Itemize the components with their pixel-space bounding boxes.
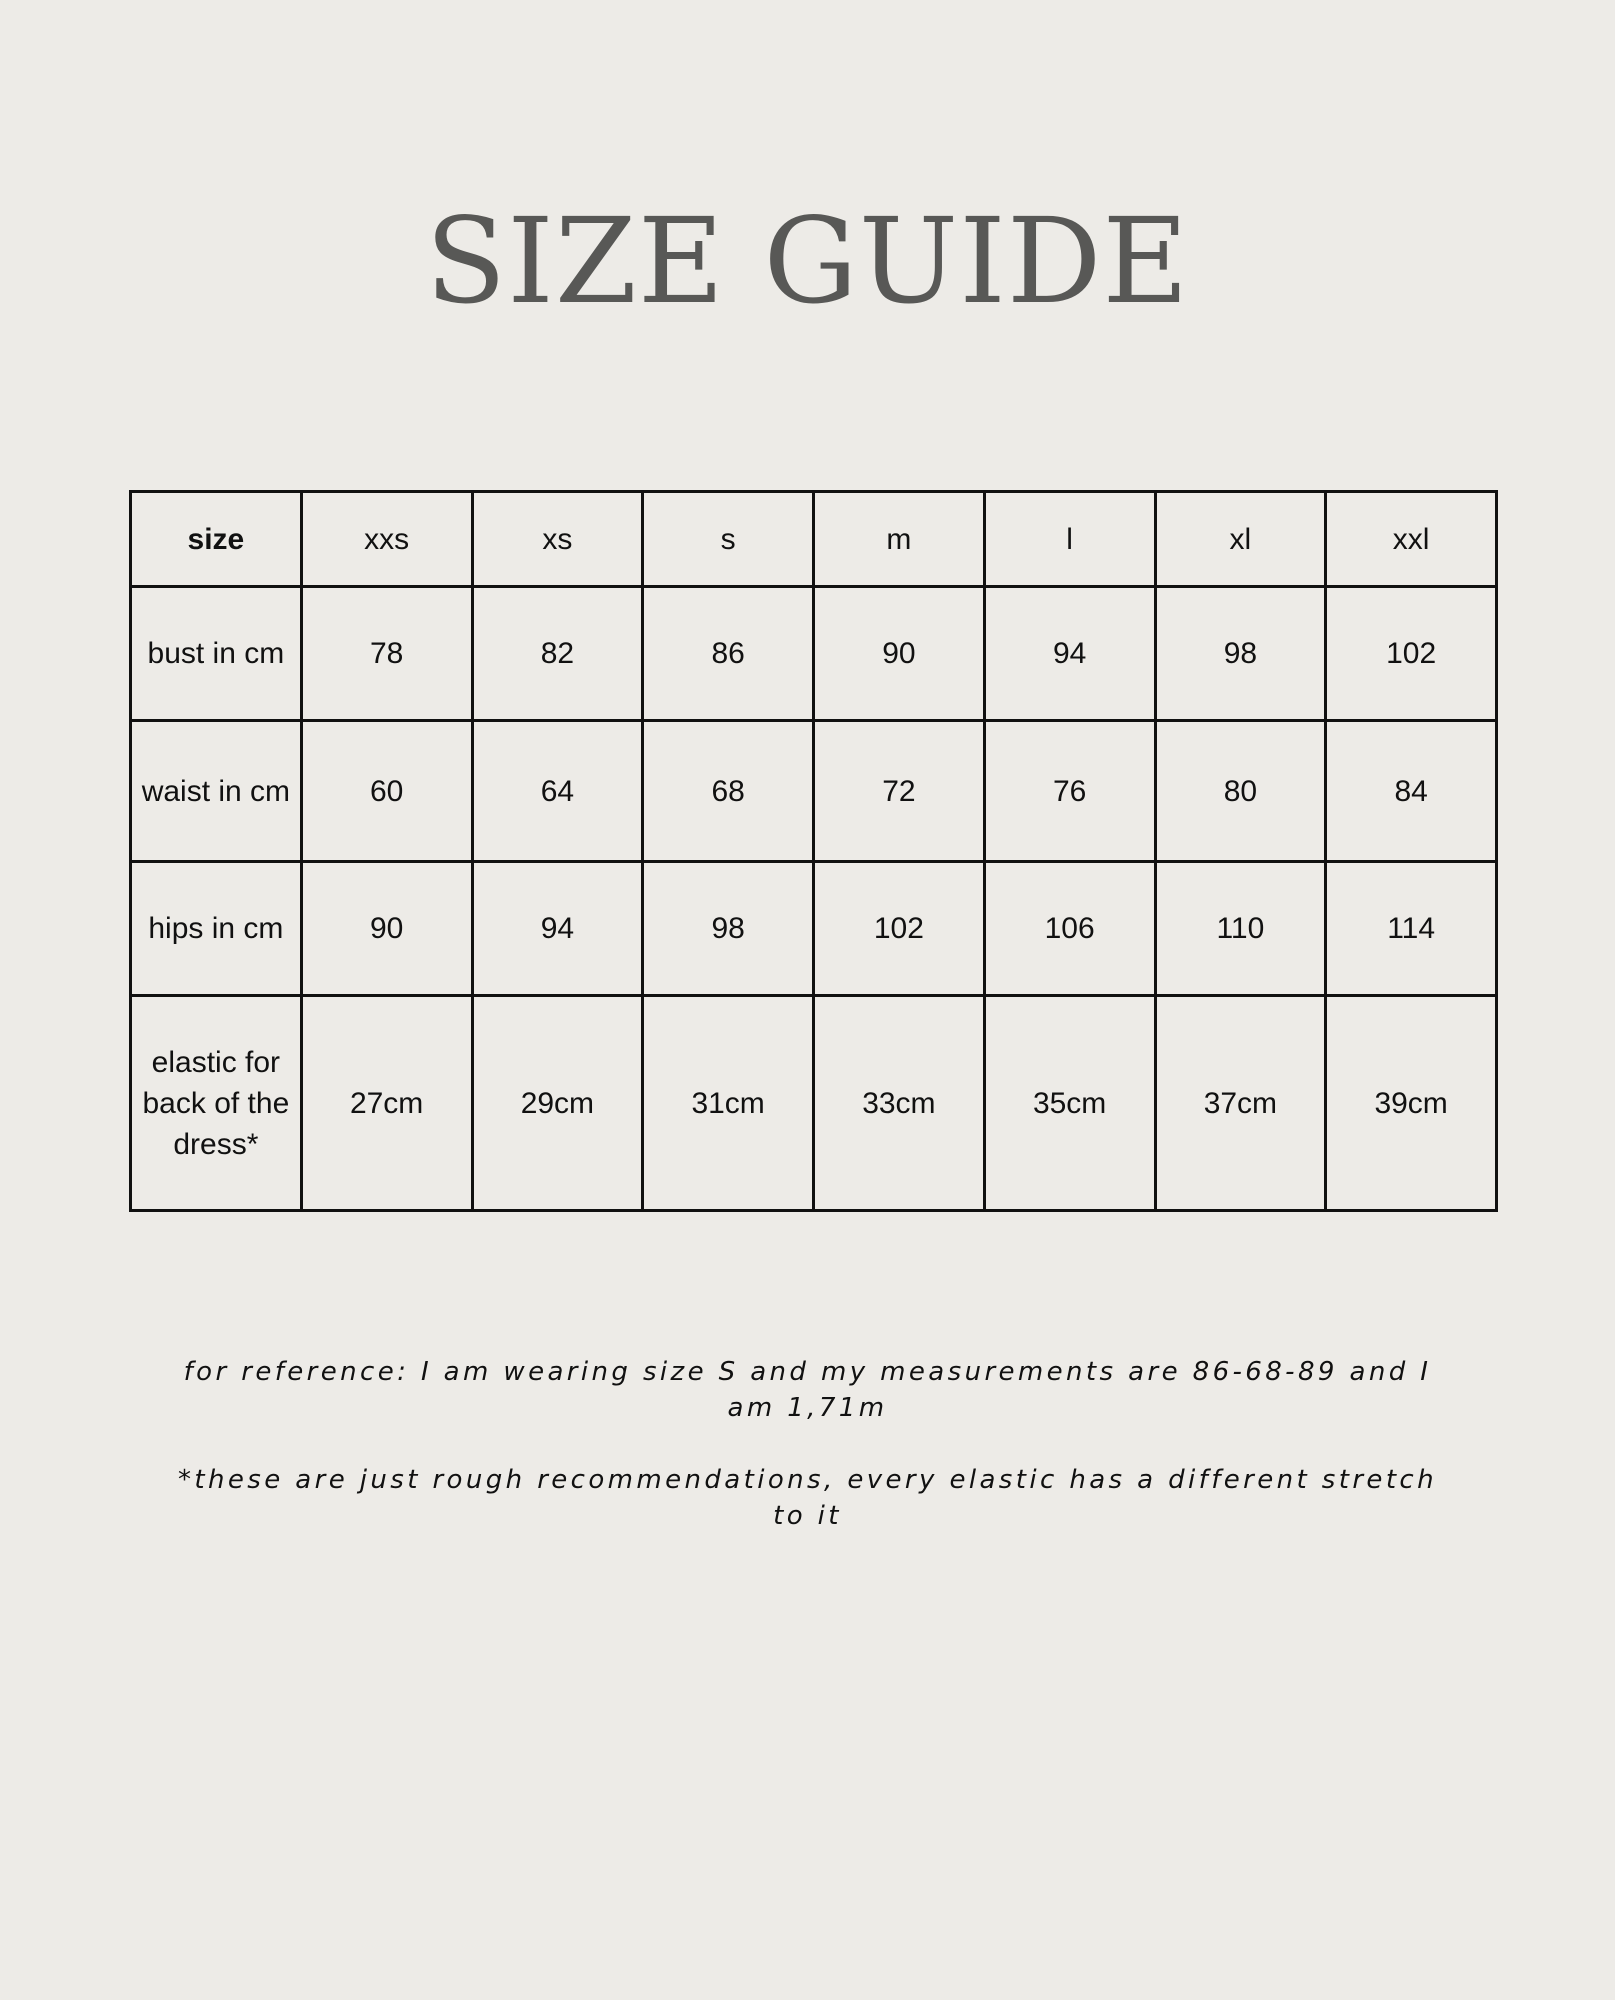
table-cell: 102 xyxy=(814,862,985,996)
table-cell: 78 xyxy=(301,587,472,721)
table-cell: 29cm xyxy=(472,996,643,1211)
size-header-cell: xxs xyxy=(301,492,472,587)
size-header-cell: xl xyxy=(1155,492,1326,587)
size-header-cell: s xyxy=(643,492,814,587)
table-cell: 114 xyxy=(1326,862,1497,996)
table-cell: 31cm xyxy=(643,996,814,1211)
page-title: SIZE GUIDE xyxy=(425,192,1190,330)
table-cell: 72 xyxy=(814,721,985,862)
table-cell: 86 xyxy=(643,587,814,721)
table-cell: 90 xyxy=(814,587,985,721)
notes xyxy=(160,1354,1455,1534)
table-cell: 102 xyxy=(1326,587,1497,721)
disclaimer-note: *these are just rough recommendations, every elastic has a different stretch to it xyxy=(178,1465,1437,1531)
table-row-elastic xyxy=(131,996,1497,1211)
table-cell: 106 xyxy=(984,862,1155,996)
table-cell: 68 xyxy=(643,721,814,862)
table-cell: 80 xyxy=(1155,721,1326,862)
table-cell: 94 xyxy=(984,587,1155,721)
row-label: hips in cm xyxy=(131,862,302,996)
table-cell: 82 xyxy=(472,587,643,721)
table-cell: 84 xyxy=(1326,721,1497,862)
table-cell: 110 xyxy=(1155,862,1326,996)
table-cell: 94 xyxy=(472,862,643,996)
table-cell: 98 xyxy=(643,862,814,996)
table-cell: 33cm xyxy=(814,996,985,1211)
table-cell: 60 xyxy=(301,721,472,862)
reference-note: for reference: I am wearing size S and my measurements are 86-68-89 and I am 1,71m xyxy=(183,1357,1432,1423)
table-cell: 64 xyxy=(472,721,643,862)
table-cell: 76 xyxy=(984,721,1155,862)
table-row-hips xyxy=(131,862,1497,996)
header-label: size xyxy=(131,492,302,587)
table-cell: 35cm xyxy=(984,996,1155,1211)
size-header-cell: xxl xyxy=(1326,492,1497,587)
table-cell: 37cm xyxy=(1155,996,1326,1211)
row-label: waist in cm xyxy=(131,721,302,862)
size-header-cell: xs xyxy=(472,492,643,587)
table-row-waist xyxy=(131,721,1497,862)
size-header-cell: m xyxy=(814,492,985,587)
table-cell: 27cm xyxy=(301,996,472,1211)
size-table xyxy=(129,490,1498,1212)
table-cell: 90 xyxy=(301,862,472,996)
size-header-cell: l xyxy=(984,492,1155,587)
table-row-bust xyxy=(131,587,1497,721)
table-cell: 98 xyxy=(1155,587,1326,721)
table-cell: 39cm xyxy=(1326,996,1497,1211)
row-label: elastic for back of the dress* xyxy=(131,996,302,1211)
table-header-row xyxy=(131,492,1497,587)
row-label: bust in cm xyxy=(131,587,302,721)
